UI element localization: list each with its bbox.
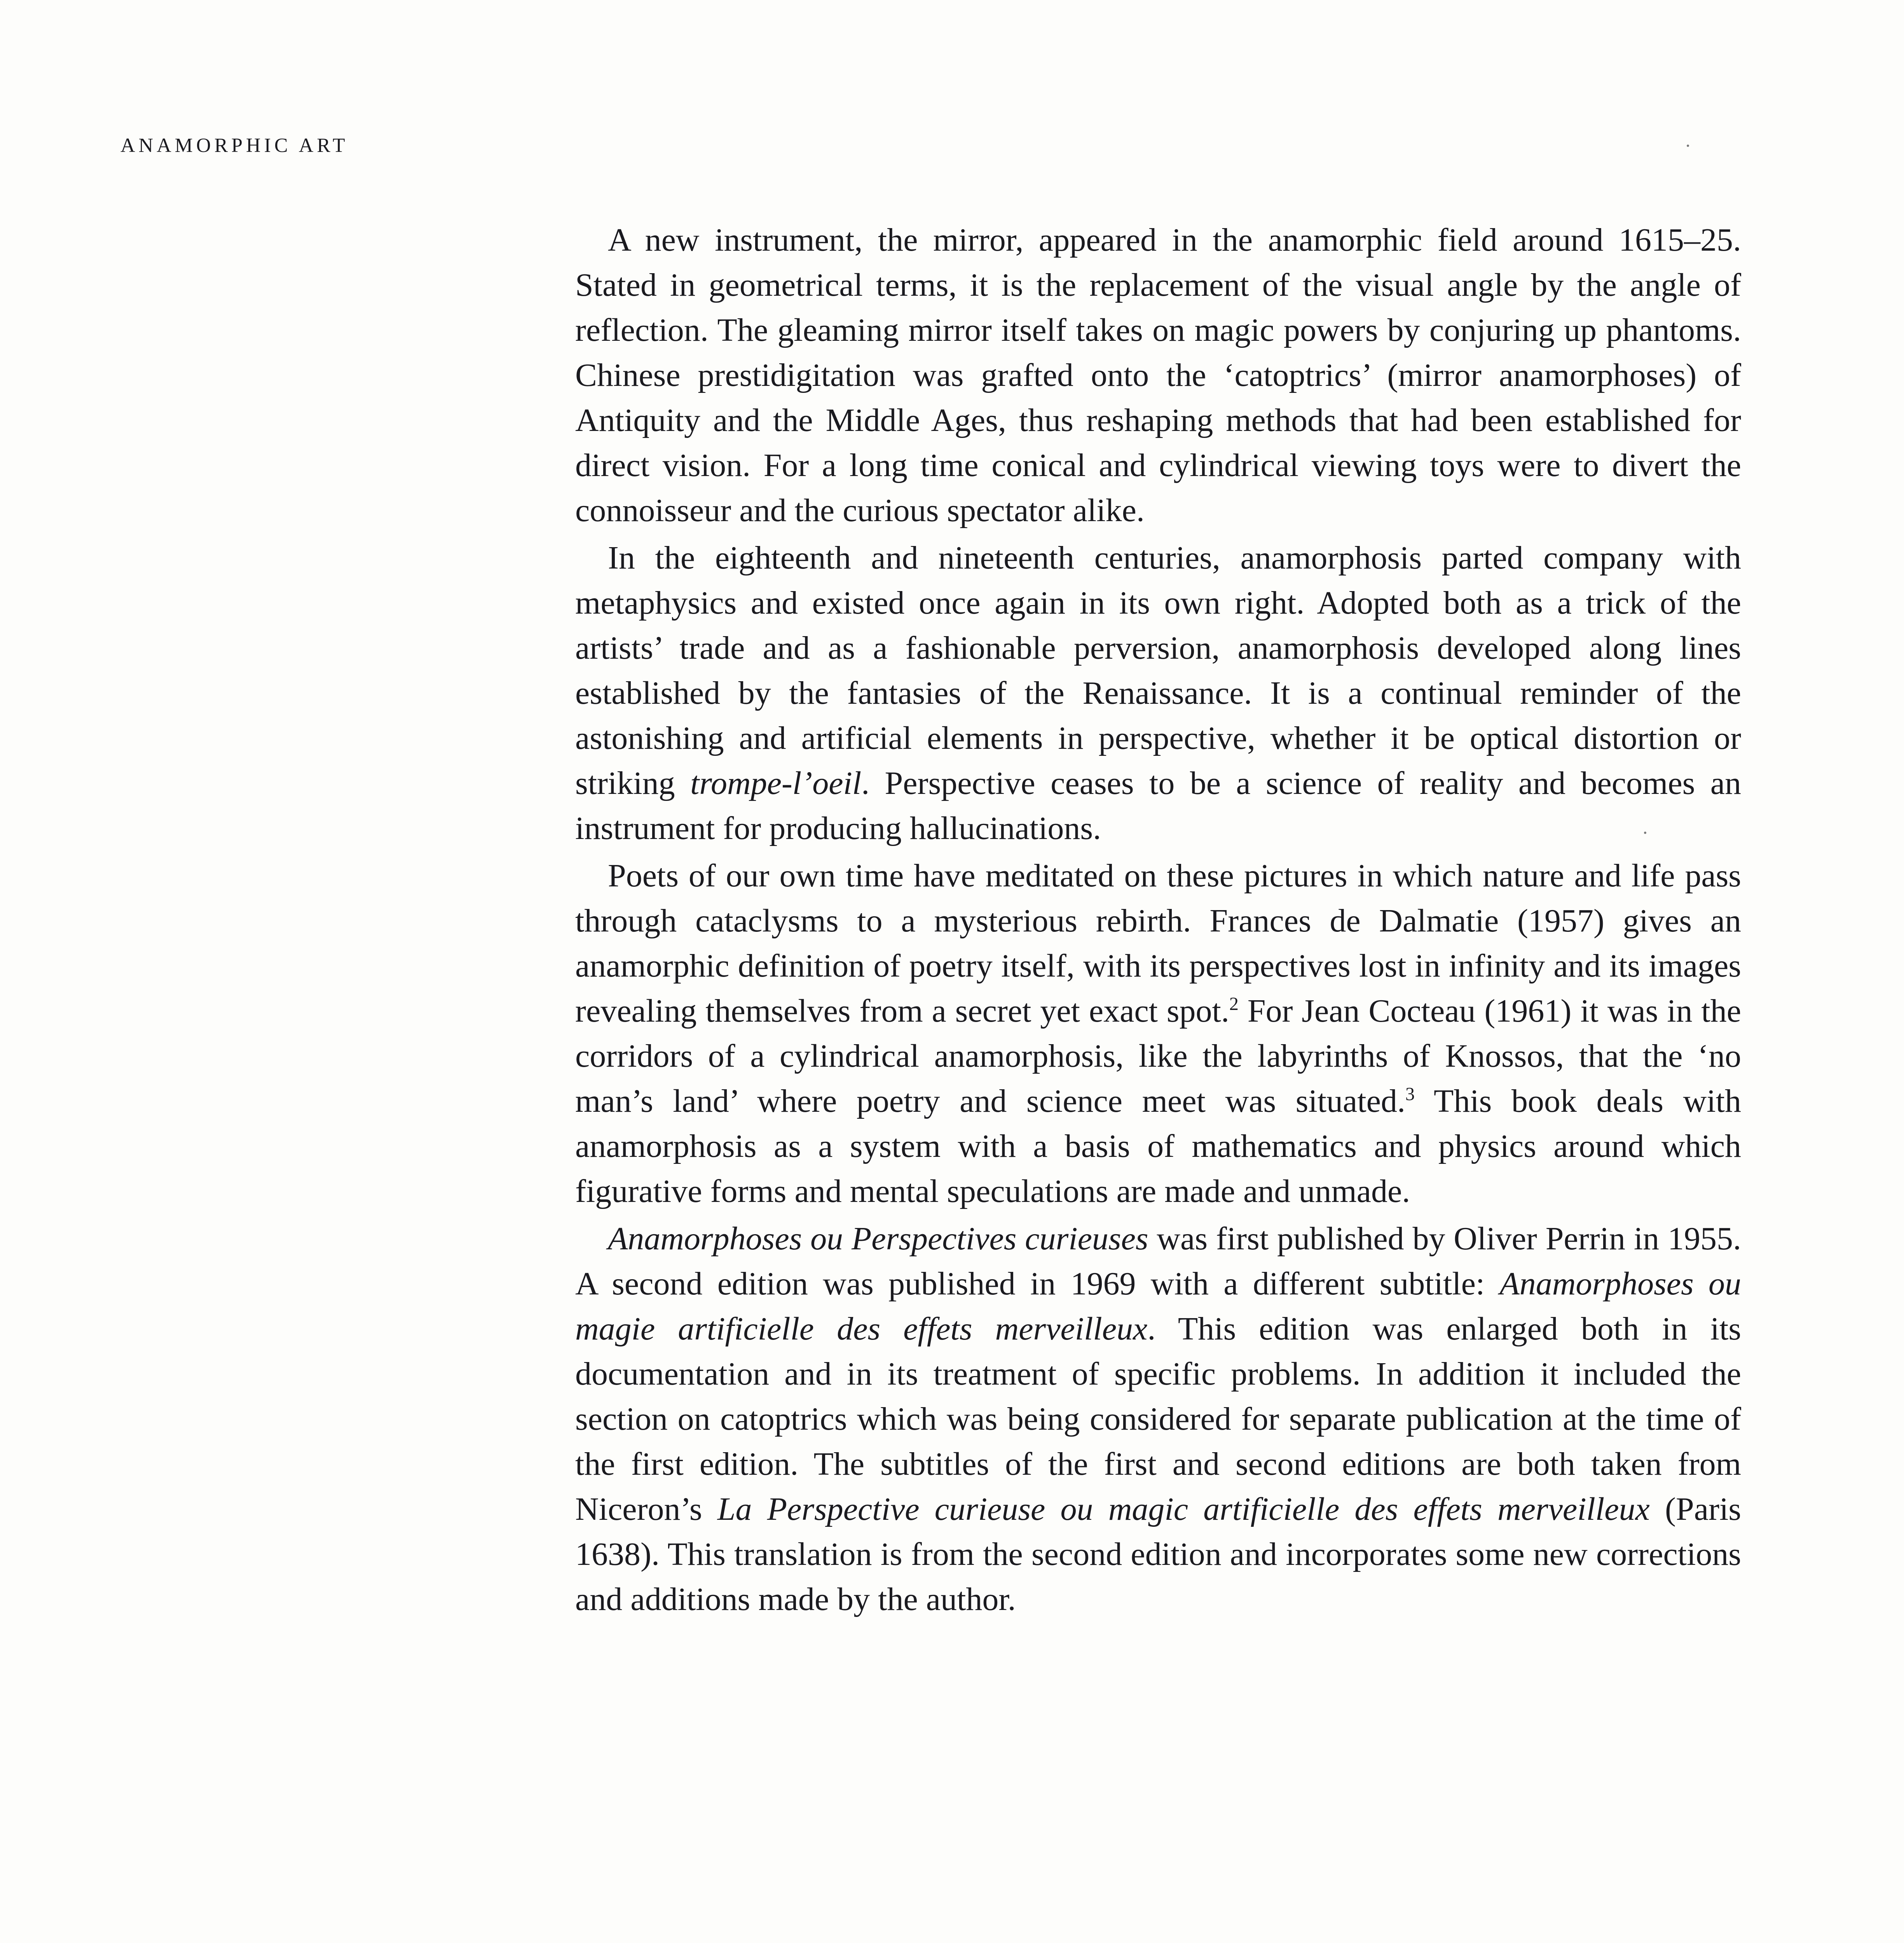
italic-title: La Perspective curieuse ou magic artificielle des effets merveilleux [717,1491,1650,1527]
text-run: was first published by Oliver Perrin in 1955. A second edition was published in 1969 with a different subtitle: [575,1221,1741,1302]
paragraph [575,535,1741,851]
scan-speck [1687,145,1689,147]
italic-title: trompe-l’oeil [690,765,862,801]
text-run: A new instrument, the mirror, appeared in the anamorphic field around 1615–25. Stated in geometrical terms, it is the replacement of the visual angle by the angle of reflection. The gleaming mirror itself takes on magic powers by conjuring up phantoms. Chinese prestidigitation was grafted onto the ‘catoptrics’ (mirror anamorphoses) of Antiquity and the Middle Ages, thus reshaping methods that had been established for direct vision. For a long time conical and cylindrical viewing toys were to divert the connoisseur and the curious spectator alike. [575,222,1741,528]
text-run: For Jean Cocteau (1961) it was in the corridors of a cylindrical anamorphosis, like the labyrinths of Knossos, that the ‘no man’s land’ where poetry and science meet was situated. [575,993,1741,1119]
text-run: . Perspective ceases to be a science of reality and becomes an instrument for producing hallucinations. [575,765,1742,846]
text-run: In the eighteenth and nineteenth centuries, anamorphosis parted company with metaphysics and existed once again in its own right. Adopted both as a trick of the artists’ trade and as a fashionable perversion, anamorphosis developed along lines established by the fantasies of the Renaissance. It is a continual reminder of the astonishing and artificial elements in perspective, whether it be optical distortion or striking [575,540,1741,801]
italic-title: Anamorphoses ou magie artificielle des effets merveilleux [575,1266,1741,1347]
footnote-marker[interactable]: 3 [1405,1084,1415,1104]
paragraph [575,1216,1741,1622]
body-text [575,218,1741,1624]
text-run: . This edition was enlarged both in its documentation and in its treatment of specific problems. In addition it included the section on catoptrics which was being considered for separate publication at the time of the first edition. The subtitles of the first and second editions are both taken from Niceron’s [575,1311,1741,1527]
paragraph [575,218,1741,533]
paragraph [575,853,1741,1214]
running-head: ANAMORPHIC ART [120,134,349,157]
footnote-marker[interactable]: 2 [1229,994,1239,1014]
scan-speck [1644,832,1646,834]
text-run: (Paris 1638). This translation is from the second edition and incorporates some new corrections and additions made by the author. [575,1491,1742,1617]
text-run: Poets of our own time have meditated on these pictures in which nature and life pass through cataclysms to a mysterious rebirth. Frances de Dalmatie (1957) gives an anamorphic definition of poetry itself, with its perspectives lost in infinity and its images revealing themselves from a secret yet exact spot. [575,858,1741,1029]
text-run: This book deals with anamorphosis as a system with a basis of mathematics and physics around which figurative forms and mental speculations are made and unmade. [575,1083,1741,1209]
italic-title: Anamorphoses ou Perspectives curieuses [608,1221,1148,1257]
